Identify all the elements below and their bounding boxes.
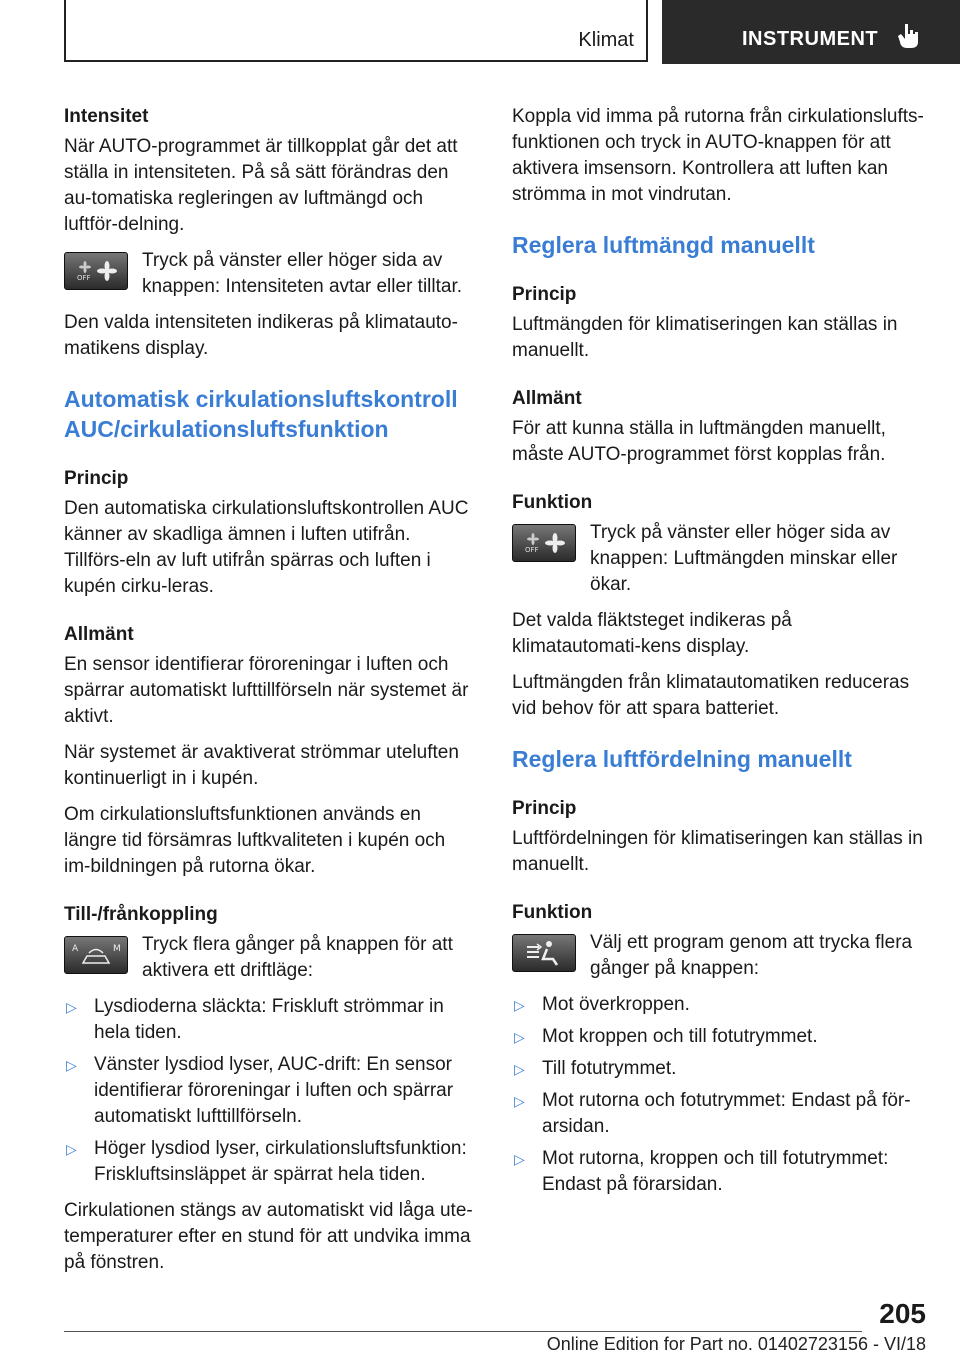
header-section-box [64, 0, 648, 62]
heading-allmant: Allmänt [64, 624, 134, 645]
list-item: ▷ Mot rutorna och fotutrymmet: Endast på för-arsidan. [514, 1090, 911, 1137]
button-instruction [512, 930, 924, 982]
triangle-bullet-icon: ▷ [66, 1141, 77, 1157]
program-list [512, 992, 924, 1198]
svg-text:M: M [113, 944, 121, 954]
recirculation-button-image [64, 936, 128, 974]
section-heading-luftmangd: Reglera luftmängd manuellt [512, 232, 815, 258]
paragraph: När AUTO-programmet är tillkopplat går det att ställa in intensiteten. På så sätt förändras den au-tomatiska regleringen av luftmängd och luftför-delning. [64, 136, 458, 235]
list-item: ▷ Höger lysdiod lyser, cirkulationsluftsfunktion: Friskluftsinsläppet är spärrat hela tiden. [66, 1138, 467, 1185]
footer-divider [64, 1331, 862, 1332]
button-instruction [64, 248, 476, 300]
paragraph: Den valda intensiteten indikeras på klimatauto-matikens display. [64, 312, 458, 359]
heading-intensitet: Intensitet [64, 106, 149, 127]
paragraph: Luftmängden från klimatautomatiken reduceras vid behov för att spara batteriet. [512, 672, 910, 719]
right-column [512, 104, 924, 1208]
heading-funktion: Funktion [512, 492, 593, 513]
paragraph: Om cirkulationsluftsfunktionen används en längre tid försämras luftkvaliteten i kupén och im-bildningen på rutorna ökar. [64, 804, 446, 877]
heading-funktion: Funktion [512, 902, 593, 923]
triangle-bullet-icon: ▷ [66, 999, 77, 1015]
list-item: ▷ Vänster lysdiod lyser, AUC-drift: En sensor identifierar föroreningar i luften och spärrar automatiskt lufttillförseln. [66, 1054, 454, 1127]
heading-princip: Princip [512, 284, 577, 305]
button-instruction-text: Tryck flera gånger på knappen för att aktivera ett driftläge: [142, 934, 453, 981]
list-item: ▷ Mot rutorna, kroppen och till fotutrymmet: Endast på förarsidan. [514, 1148, 889, 1195]
triangle-bullet-icon: ▷ [66, 1057, 77, 1073]
list-item: ▷ Mot överkroppen. [512, 992, 924, 1018]
paragraph: Luftmängden för klimatiseringen kan ställas in manuellt. [512, 314, 898, 361]
paragraph: Koppla vid imma på rutorna från cirkulationslufts-funktionen och tryck in AUTO-knappen för att aktivera imsensorn. Kontrollera att luften kan strömma in mot vindrutan. [512, 106, 924, 205]
paragraph: Det valda fläktsteget indikeras på klimatautomati-kens display. [512, 610, 792, 657]
section-heading-luftfordelning: Reglera luftfördelning manuellt [512, 746, 852, 772]
heading-princip: Princip [64, 468, 129, 489]
list-item: ▷ Mot kroppen och till fotutrymmet. [512, 1024, 924, 1050]
pointing-hand-icon [896, 22, 922, 50]
paragraph: För att kunna ställa in luftmängden manuellt, måste AUTO-programmet först kopplas från. [512, 418, 886, 465]
triangle-bullet-icon: ▷ [514, 1151, 525, 1167]
list-item: ▷ Till fotutrymmet. [512, 1056, 924, 1082]
paragraph: Luftfördelningen för klimatiseringen kan ställas in manuellt. [512, 828, 923, 875]
triangle-bullet-icon: ▷ [514, 1093, 525, 1109]
edition-note: Online Edition for Part no. 01402723156 - VI/18 [546, 1334, 926, 1354]
button-instruction-text: Välj ett program genom att trycka flera gånger på knappen: [590, 932, 913, 979]
button-instruction [64, 932, 476, 984]
left-column [64, 104, 476, 1286]
fan-button-image [64, 252, 128, 290]
svg-text:OFF: OFF [77, 274, 91, 282]
heading-allmant: Allmänt [512, 388, 582, 409]
page-number: 205 [879, 1298, 926, 1329]
heading-princip: Princip [512, 798, 577, 819]
button-instruction-text: Tryck på vänster eller höger sida av knappen: Intensiteten avtar eller tilltar. [142, 250, 463, 297]
air-distribution-button-image [512, 934, 576, 972]
svg-text:OFF: OFF [525, 546, 539, 554]
section-heading-auc: Automatisk cirkulationsluftskontroll AUC/cirkulationsluftsfunktion [64, 386, 458, 442]
paragraph: En sensor identifierar föroreningar i luften och spärrar automatiskt lufttillförseln när systemet är aktivt. [64, 654, 469, 727]
triangle-bullet-icon: ▷ [514, 1061, 525, 1077]
list-item: ▷ Lysdioderna släckta: Friskluft strömmar in hela tiden. [66, 996, 444, 1043]
triangle-bullet-icon: ▷ [514, 1029, 525, 1045]
triangle-bullet-icon: ▷ [514, 997, 525, 1013]
button-instruction-text: Tryck på vänster eller höger sida av knappen: Luftmängden minskar eller ökar. [590, 522, 898, 595]
chapter-title: INSTRUMENT [742, 28, 879, 50]
mode-list [64, 994, 476, 1188]
svg-text:A: A [72, 944, 79, 954]
button-instruction [512, 520, 924, 598]
paragraph: Den automatiska cirkulationsluftskontrollen AUC känner av skadliga ämnen i luften utifrån. Tillförs-eln av luft utifrån spärras och luften i kupén cirku-leras. [64, 498, 469, 597]
heading-till-frankoppling: Till-/frånkoppling [64, 904, 218, 925]
header-chapter-tab [662, 0, 960, 64]
fan-button-image [512, 524, 576, 562]
paragraph: När systemet är avaktiverat strömmar uteluften kontinuerligt in i kupén. [64, 742, 459, 789]
paragraph: Cirkulationen stängs av automatiskt vid låga ute-temperaturer efter en stund för att undvika imma på fönstren. [64, 1200, 473, 1273]
section-title: Klimat [578, 29, 634, 51]
